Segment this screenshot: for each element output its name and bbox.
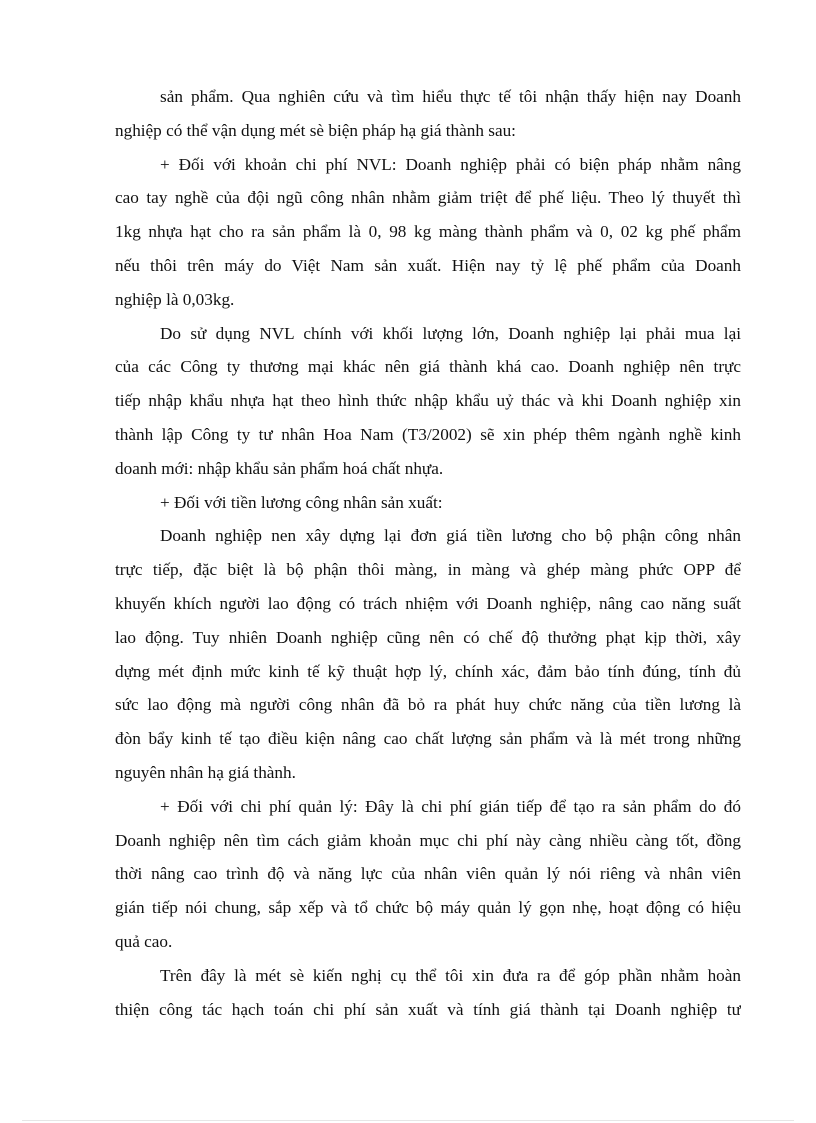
text-line: tiếp nhập khẩu nhựa hạt theo hình thức nhập khẩu uỷ thác và khi Doanh nghiệp xin xyxy=(115,391,741,411)
text-line: Do sử dụng NVL chính với khối lượng lớn, Doanh nghiệp lại phải mua lại xyxy=(160,323,741,343)
body-text xyxy=(115,80,741,1026)
text-line: + Đối với khoản chi phí NVL: Doanh nghiệp phải có biện pháp nhằm nâng xyxy=(160,154,741,174)
text-line: cao tay nghề của đội ngũ công nhân nhằm giảm triệt để phế liệu. Theo lý thuyết thì xyxy=(115,188,741,208)
text-line: quả cao. xyxy=(115,931,173,951)
text-line: nghiệp có thể vận dụng mét sè biện pháp hạ giá thành sau: xyxy=(115,120,516,140)
text-line: Doanh nghiệp nen xây dựng lại đơn giá tiền lương cho bộ phận công nhân xyxy=(160,526,741,546)
text-line: nghiệp là 0,03kg. xyxy=(115,289,235,309)
text-line: thời nâng cao trình độ và năng lực của nhân viên quản lý nói riêng và nhân viên xyxy=(115,864,741,884)
text-line: gián tiếp nói chung, sắp xếp và tổ chức bộ máy quản lý gọn nhẹ, hoạt động có hiệu xyxy=(115,898,741,918)
text-line: + Đối với chi phí quản lý: Đây là chi phí gián tiếp để tạo ra sản phẩm do đó xyxy=(160,796,741,816)
text-line: thiện công tác hạch toán chi phí sản xuất và tính giá thành tại Doanh nghiệp tư xyxy=(115,999,741,1019)
text-line: dựng mét định mức kinh tế kỹ thuật hợp lý, chính xác, đảm bảo tính đúng, tính đủ xyxy=(115,661,741,681)
text-line: doanh mới: nhập khẩu sản phẩm hoá chất nhựa. xyxy=(115,458,444,478)
text-line: của các Công ty thương mại khác nên giá thành khá cao. Doanh nghiệp nên trực xyxy=(115,357,741,377)
text-line: thành lập Công ty tư nhân Hoa Nam (T3/2002) sẽ xin phép thêm ngành nghề kinh xyxy=(115,424,741,444)
text-line: sản phẩm. Qua nghiên cứu và tìm hiểu thực tế tôi nhận thấy hiện nay Doanh xyxy=(160,87,741,106)
text-line: lao động. Tuy nhiên Doanh nghiệp cũng nên có chế độ thưởng phạt kịp thời, xây xyxy=(115,627,741,647)
text-line: đòn bẩy kinh tế tạo điều kiện nâng cao chất lượng sản phẩm và là mét trong những xyxy=(115,729,741,749)
text-line: + Đối với tiền lương công nhân sản xuất: xyxy=(160,492,443,512)
text-line: Trên đây là mét sè kiến nghị cụ thể tôi xin đưa ra để góp phần nhằm hoàn xyxy=(160,965,741,985)
text-line: Doanh nghiệp nên tìm cách giảm khoản mục chi phí này càng nhiều càng tốt, đồng xyxy=(115,830,741,850)
text-line: trực tiếp, đặc biệt là bộ phận thôi màng, in màng và ghép màng phức OPP để xyxy=(115,560,741,580)
text-line: sức lao động mà người công nhân đã bỏ ra phát huy chức năng của tiền lương là xyxy=(115,695,741,715)
page-bottom-rule xyxy=(22,1120,794,1121)
text-line: nguyên nhân hạ giá thành. xyxy=(115,762,296,782)
text-line: nếu thôi trên máy do Việt Nam sản xuất. Hiện nay tỷ lệ phế phẩm của Doanh xyxy=(115,255,741,275)
text-line: 1kg nhựa hạt cho ra sản phẩm là 0, 98 kg màng thành phẩm và 0, 02 kg phế phẩm xyxy=(115,222,741,242)
text-line: khuyến khích người lao động có trách nhiệm với Doanh nghiệp, nâng cao năng suất xyxy=(115,593,741,613)
